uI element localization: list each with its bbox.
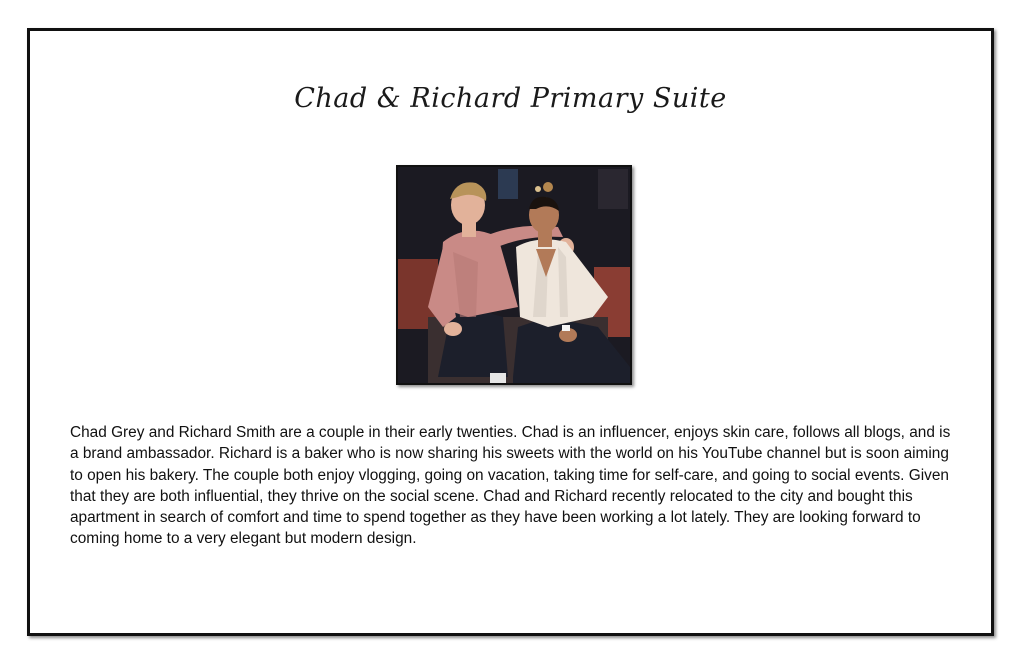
page-title: Chad & Richard Primary Suite — [294, 83, 727, 114]
shelf-shape — [598, 169, 628, 209]
document-frame — [27, 28, 994, 636]
cup — [490, 373, 506, 383]
left-hand — [444, 322, 462, 336]
couple-description: Chad Grey and Richard Smith are a couple in their early twenties. Chad is an influencer, enjoys skin care, follows all blogs, and is a brand ambassador. Richard is a baker who is now sharing his sweets with the world on his YouTube channel but is soon aiming to open his bakery. The couple both enjoy vlogging, going on vacation, taking time for self-care, and going to social events. Given that they are both influential, they thrive on the social scene. Chad and Richard recently relocated to the city and bought this apartment in search of comfort and time to spend together as they have been working a lot lately. They are looking forward to coming home to a very elegant but modern design. — [70, 424, 951, 548]
wrist-watch — [562, 325, 570, 331]
window-shape — [498, 169, 518, 199]
light-glow — [535, 186, 541, 192]
couple-photo — [396, 165, 632, 385]
light-glow — [543, 182, 553, 192]
photo-illustration — [398, 167, 630, 383]
